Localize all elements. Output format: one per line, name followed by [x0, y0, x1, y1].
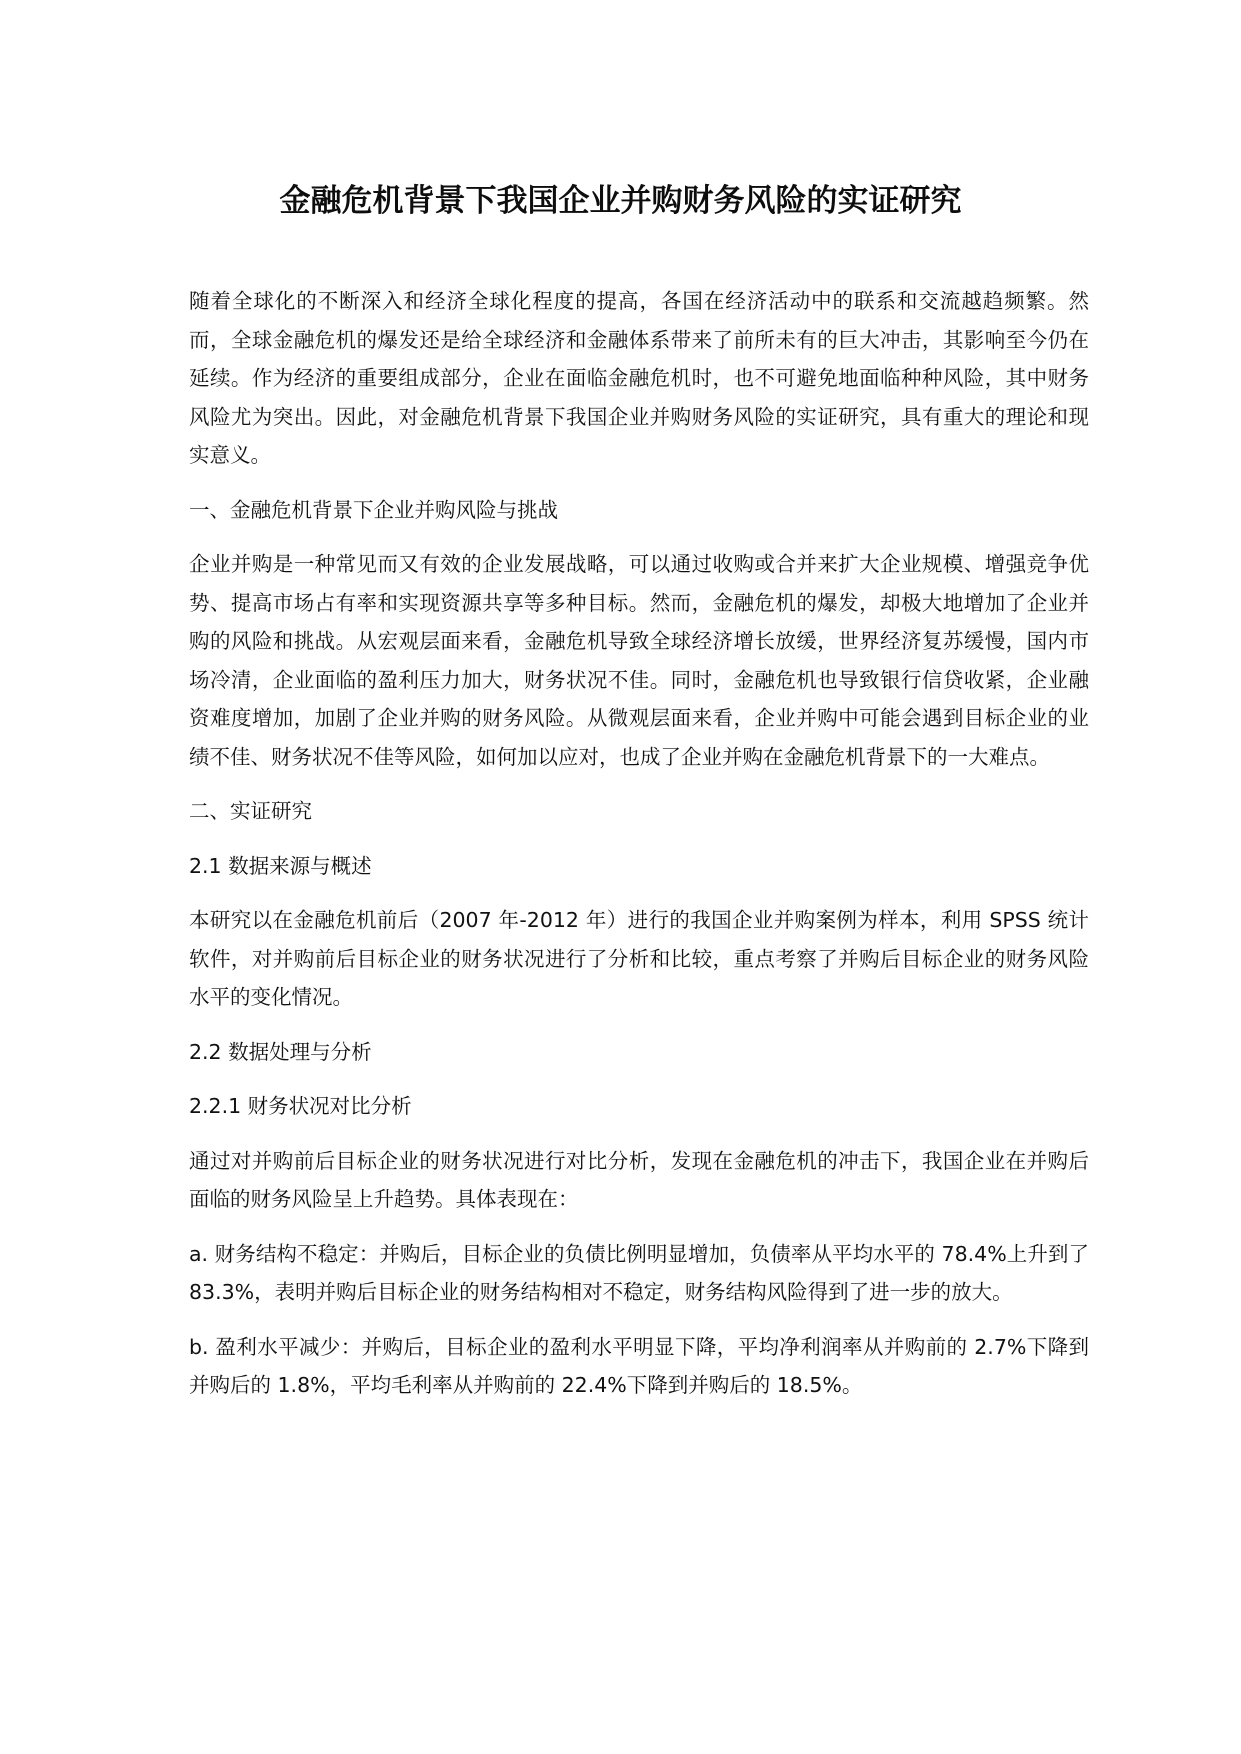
subsection-2-2-1-paragraph: 通过对并购前后目标企业的财务状况进行对比分析，发现在金融危机的冲击下，我国企业在并购后面临的财务风险呈上升趋势。具体表现在： [189, 1148, 1089, 1211]
subsection-heading-2-2-1: 2.2.1 财务状况对比分析 [189, 1094, 412, 1118]
subsection-2-1-paragraph: 本研究以在金融危机前后（2007 年-2012 年）进行的我国企业并购案例为样本，利用 SPSS 统计软件，对并购前后目标企业的财务状况进行了分析和比较，重点考察了并购后目标企业的财务风险水平的变化情况。 [189, 908, 1089, 1009]
section-1-paragraph: 企业并购是一种常见而又有效的企业发展战略，可以通过收购或合并来扩大企业规模、增强竞争优势、提高市场占有率和实现资源共享等多种目标。然而，金融危机的爆发，却极大地增加了企业并购的风险和挑战。从宏观层面来看，金融危机导致全球经济增长放缓，世界经济复苏缓慢，国内市场冷清，企业面临的盈利压力加大，财务状况不佳。同时，金融危机也导致银行信贷收紧，企业融资难度增加，加剧了企业并购的财务风险。从微观层面来看，企业并购中可能会遇到目标企业的业绩不佳、财务状况不佳等风险，如何加以应对，也成了企业并购在金融危机背景下的一大难点。 [189, 552, 1089, 769]
intro-paragraph: 随着全球化的不断深入和经济全球化程度的提高，各国在经济活动中的联系和交流越趋频繁。然而，全球金融危机的爆发还是给全球经济和金融体系带来了前所未有的巨大冲击，其影响至今仍在延续。作为经济的重要组成部分，企业在面临金融危机时，也不可避免地面临种种风险，其中财务风险尤为突出。因此，对金融危机背景下我国企业并购财务风险的实证研究，具有重大的理论和现实意义。 [189, 289, 1089, 467]
list-item-b: b. 盈利水平减少：并购后，目标企业的盈利水平明显下降，平均净利润率从并购前的 2.7%下降到并购后的 1.8%，平均毛利率从并购前的 22.4%下降到并购后的 18.5%。 [189, 1334, 1089, 1397]
section-heading-2: 二、实证研究 [189, 799, 312, 823]
list-item-a: a. 财务结构不稳定：并购后，目标企业的负债比例明显增加，负债率从平均水平的 78.4%上升到了 83.3%，表明并购后目标企业的财务结构相对不稳定，财务结构风险得到了进一步的放大。 [189, 1241, 1089, 1304]
subsection-heading-2-1: 2.1 数据来源与概述 [189, 853, 372, 878]
section-heading-1: 一、金融危机背景下企业并购风险与挑战 [189, 497, 558, 522]
document-title: 金融危机背景下我国企业并购财务风险的实证研究 [279, 183, 962, 219]
subsection-heading-2-2: 2.2 数据处理与分析 [189, 1039, 372, 1064]
document-body [189, 282, 1089, 1421]
